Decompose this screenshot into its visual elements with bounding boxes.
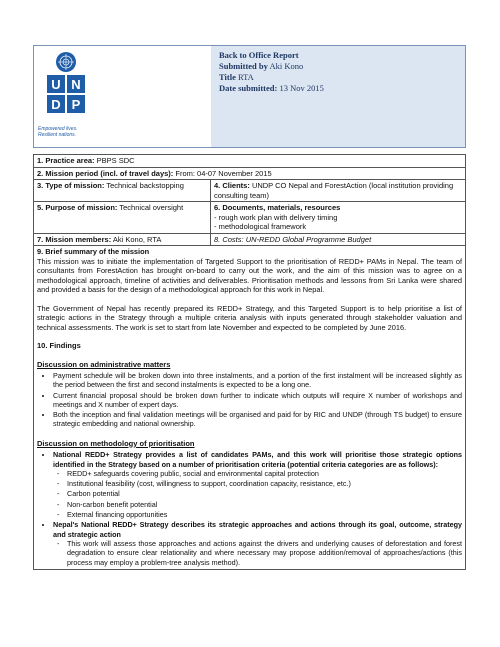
summary-cell	[34, 246, 466, 570]
sublist-item: - External financing opportunities	[67, 510, 462, 519]
clients-value: UNDP CO Nepal and ForestAction (local institution providing consulting team)	[214, 181, 454, 200]
date-value: 13 Nov 2015	[279, 83, 324, 93]
list-item: • Both the inception and final validation meetings will be organised and paid for by RIC and UNDP (through TS budget) to ensure strategic embedding and national ownership.	[53, 410, 462, 429]
title-line	[219, 72, 457, 83]
sublist-item: - Institutional feasibility (cost, willingness to support, coordination capacity, resistance, etc.)	[67, 479, 462, 488]
method-list	[37, 450, 462, 567]
title-value: RTA	[237, 72, 254, 82]
method-sublist	[53, 539, 462, 567]
purpose-label: 5. Purpose of mission:	[37, 203, 118, 212]
mission-period-cell	[34, 167, 466, 180]
date-line	[219, 83, 457, 94]
costs-label: 8. Costs:	[214, 234, 244, 244]
summary-paragraph: The Government of Nepal has recently prepared its REDD+ Strategy, and this Targeted Support is to help prioritise a list of strategic actions in the Strategy through a multiple criteria analysis with inputs generated through stakeholder valuation and technical assessments. The work is set to start from late November and expected to be completed by June 2016.	[37, 303, 462, 332]
list-item: • Current financial proposal should be broken down further to indicate which outputs will require X number of workshops and meetings and X number of expert days.	[53, 391, 462, 410]
documents-cell	[211, 202, 466, 234]
sublist-item: - Non-carbon benefit potential	[67, 500, 462, 509]
members-value: Aki Kono, RTA	[112, 234, 162, 244]
method-item-text: National REDD+ Strategy provides a list of candidates PAMs, and this work will prioritise those strategic options identified in the Strategy based on a number of prioritisation criteria (potential criteria categories are as follows):	[53, 450, 462, 469]
findings-heading: 10. Findings	[37, 341, 81, 350]
documents-label: 6. Documents, materials, resources	[214, 203, 341, 212]
logo-letter: D	[47, 95, 65, 113]
method-item-text: Nepal's National REDD+ Strategy describes its strategic approaches and actions through its goal, outcome, strategy and strategic action	[53, 520, 462, 539]
type-label: 3. Type of mission:	[37, 181, 105, 190]
submitted-by-line	[219, 61, 457, 72]
admin-heading: Discussion on administrative matters	[37, 359, 171, 369]
sublist-item: - Carbon potential	[67, 489, 462, 498]
summary-paragraph: This mission was to initiate the implementation of Targeted Support to the prioritisation of REDD+ PAMs in Nepal. The team of consultants from ForestAction has brought on-board to carry out the work, and the aim of this mission was to agree on a methodological approach, timeline of activities and deliverables. Prioritisation methods and lessons from Sri Lanka were shared and provided a basis for the design of a methodological approach for this work in Nepal.	[37, 256, 462, 294]
list-item	[53, 520, 462, 566]
tagline-line: Empowered lives.	[38, 126, 78, 132]
report-info	[211, 46, 465, 147]
documents-item: - methodological framework	[214, 222, 307, 231]
type-cell	[34, 180, 211, 202]
clients-label: 4. Clients:	[214, 181, 250, 190]
title-label: Title	[219, 72, 236, 82]
report-header	[33, 45, 466, 148]
submitted-by-value: Aki Kono	[269, 61, 304, 71]
sublist-item: - This work will assess those approaches and actions against the drivers and underlying causes of deforestation and forest degradation to ensure clear relationality and where necessary may propose addition/removal of approaches/actions (this process may employ a problem-tree analysis method).	[67, 539, 462, 567]
date-label: Date submitted:	[219, 83, 278, 93]
members-cell	[34, 233, 211, 246]
clients-cell	[211, 180, 466, 202]
sublist-item: - REDD+ safeguards covering public, social and environmental capital protection	[67, 469, 462, 478]
practice-area-label: 1. Practice area:	[37, 156, 95, 165]
logo-letter: P	[67, 95, 85, 113]
practice-area-value: PBPS SDC	[96, 156, 135, 165]
submitted-by-label: Submitted by	[219, 61, 268, 71]
list-item	[53, 450, 462, 519]
undp-letter-grid	[38, 75, 94, 113]
un-emblem-icon	[55, 51, 77, 73]
method-heading: Discussion on methodology of prioritisation	[37, 438, 195, 448]
mission-period-value: From: 04-07 November 2015	[175, 168, 272, 178]
type-value: Technical backstopping	[106, 181, 184, 190]
logo-letter: U	[47, 75, 65, 93]
members-label: 7. Mission members:	[37, 234, 112, 244]
costs-cell	[211, 233, 466, 246]
report-title: Back to Office Report	[219, 50, 299, 60]
practice-area-cell	[34, 155, 466, 168]
mission-info-table	[33, 154, 466, 570]
logo-tagline	[38, 126, 78, 138]
logo-letter: N	[67, 75, 85, 93]
method-sublist	[53, 469, 462, 519]
list-item: • Payment schedule will be broken down into three instalments, and a portion of the first instalment will be increased slightly as the period between the first and second instalments is expected to be a long one.	[53, 371, 462, 390]
documents-item: - rough work plan with delivery timing	[214, 212, 338, 222]
document-page	[33, 45, 466, 570]
purpose-cell	[34, 202, 211, 234]
purpose-value: Technical oversight	[119, 203, 184, 212]
admin-list	[37, 371, 462, 429]
logo-mark	[38, 51, 94, 113]
mission-period-label: 2. Mission period (incl. of travel days):	[37, 168, 174, 178]
costs-value: UN-REDD Global Programme Budget	[245, 234, 372, 244]
tagline-line: Resilient nations.	[38, 132, 77, 138]
summary-heading: 9. Brief summary of the mission	[37, 247, 150, 256]
undp-logo	[34, 46, 211, 147]
